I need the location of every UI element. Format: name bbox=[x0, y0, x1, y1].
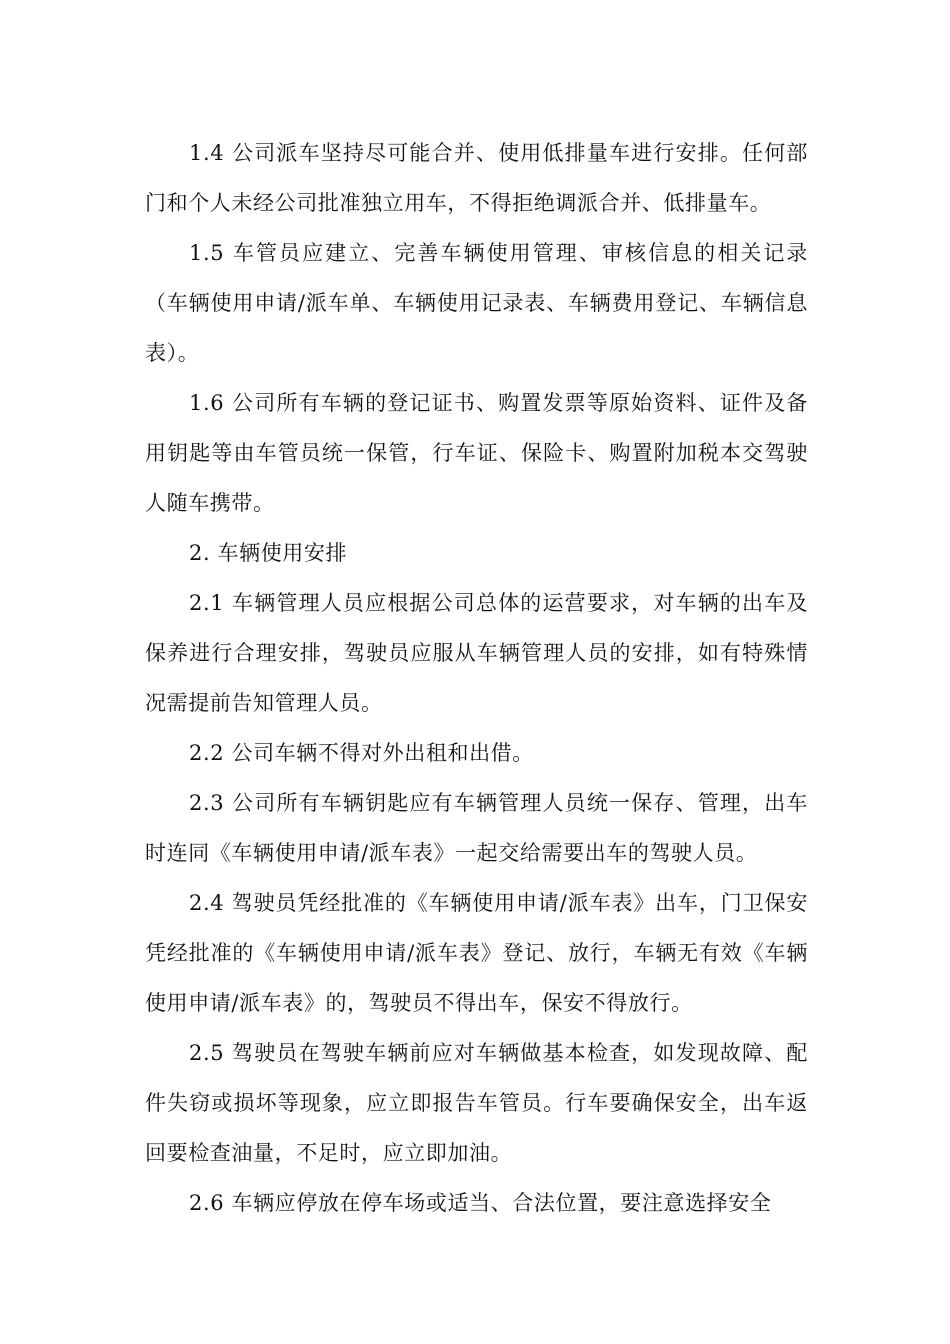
paragraph-2-4: 2.4 驾驶员凭经批准的《车辆使用申请/派车表》出车，门卫保安凭经批准的《车辆使用申请/派车表》登记、放行，车辆无有效《车辆使用申请/派车表》的，驾驶员不得出车，保安不得放行。 bbox=[145, 891, 808, 1015]
paragraph-1-5: 1.5 车管员应建立、完善车辆使用管理、审核信息的相关记录（车辆使用申请/派车单、车辆使用记录表、车辆费用登记、车辆信息表）。 bbox=[145, 241, 808, 365]
paragraph-2-3: 2.3 公司所有车辆钥匙应有车辆管理人员统一保存、管理，出车时连同《车辆使用申请/派车表》一起交给需要出车的驾驶人员。 bbox=[145, 791, 808, 865]
paragraph-1-4: 1.4 公司派车坚持尽可能合并、使用低排量车进行安排。任何部门和个人未经公司批准独立用车，不得拒绝调派合并、低排量车。 bbox=[145, 141, 808, 215]
paragraph-2-6: 2.6 车辆应停放在停车场或适当、合法位置，要注意选择安全 bbox=[189, 1191, 772, 1215]
paragraph-2-5: 2.5 驾驶员在驾驶车辆前应对车辆做基本检查，如发现故障、配件失窃或损坏等现象，应立即报告车管员。行车要确保安全，出车返回要检查油量，不足时，应立即加油。 bbox=[145, 1041, 808, 1165]
section-heading-2: 2. 车辆使用安排 bbox=[189, 541, 348, 565]
paragraph-1-6: 1.6 公司所有车辆的登记证书、购置发票等原始资料、证件及备用钥匙等由车管员统一保管，行车证、保险卡、购置附加税本交驾驶人随车携带。 bbox=[145, 391, 808, 515]
paragraph-2-1: 2.1 车辆管理人员应根据公司总体的运营要求，对车辆的出车及保养进行合理安排，驾驶员应服从车辆管理人员的安排，如有特殊情况需提前告知管理人员。 bbox=[145, 591, 808, 715]
paragraph-2-2: 2.2 公司车辆不得对外出租和出借。 bbox=[189, 741, 534, 765]
